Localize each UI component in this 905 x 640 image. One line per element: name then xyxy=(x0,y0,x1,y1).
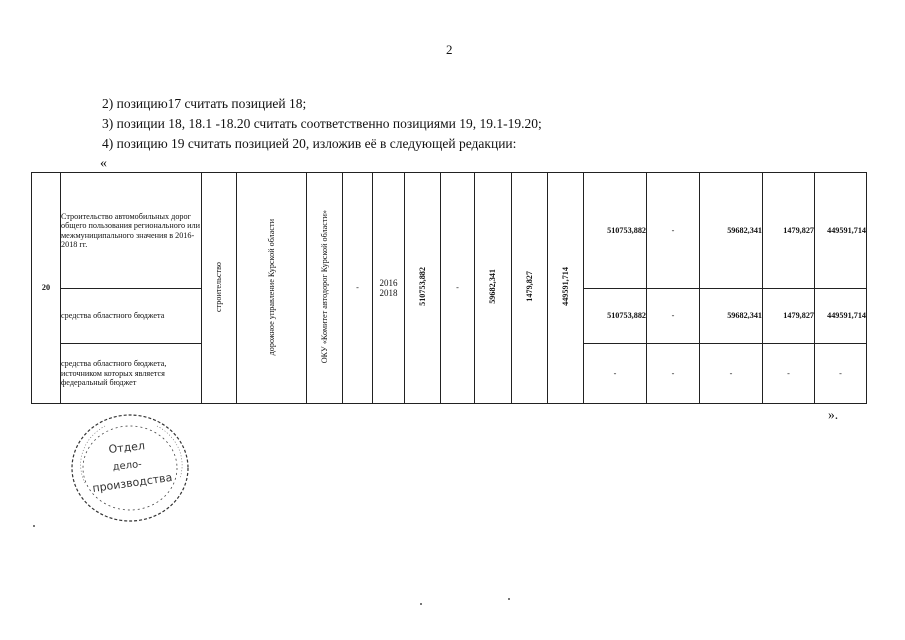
list-item-4: 4) позицию 19 считать позицией 20, изложив её в следующей редакции: xyxy=(102,136,517,151)
list-item-3: 3) позиции 18, 18.1 -18.20 считать соответственно позициями 19, 19.1-19.20; xyxy=(102,116,542,131)
dash-cell: - xyxy=(343,173,373,404)
value3-vertical-cell xyxy=(548,173,584,404)
value3-vertical: 449591,714 xyxy=(560,267,570,307)
value1-vertical: 59682,341 xyxy=(488,269,498,305)
row-name-regional: средства областного бюджета xyxy=(61,289,202,344)
row3-value3: - xyxy=(815,344,867,404)
row2-dash: - xyxy=(647,289,700,344)
svg-text:дело-: дело- xyxy=(112,458,143,473)
list-item-2: 2) позицию17 считать позицией 18; xyxy=(102,96,307,111)
closing-quote: ». xyxy=(828,407,839,422)
work-type: строительство xyxy=(214,261,224,312)
years-cell: 2016 2018 xyxy=(373,173,405,404)
row1-dash: - xyxy=(647,173,700,289)
svg-text:производства: производства xyxy=(91,470,174,495)
scan-speck xyxy=(508,598,510,600)
row-name-federal: средства областного бюджета, источником которых является федеральный бюджет xyxy=(61,344,202,404)
scan-speck xyxy=(33,525,35,527)
page-number: 2 xyxy=(446,42,453,57)
customer: дорожное управление Курской области xyxy=(266,218,276,355)
row1-total: 510753,882 xyxy=(584,173,647,289)
row1-value2: 1479,827 xyxy=(763,173,815,289)
value1-vertical-cell xyxy=(475,173,512,404)
row2-value3: 449591,714 xyxy=(815,289,867,344)
row2-value1: 59682,341 xyxy=(700,289,763,344)
row1-value3: 449591,714 xyxy=(815,173,867,289)
row3-total: - xyxy=(584,344,647,404)
row-name-main: Строительство автомобильных дорог общего пользования регионального или межмуниципального значения в 2016-2018 гг. xyxy=(61,173,202,289)
value2-vertical: 1479,827 xyxy=(524,271,534,303)
row3-value1: - xyxy=(700,344,763,404)
row2-total: 510753,882 xyxy=(584,289,647,344)
position-table xyxy=(31,172,867,404)
work-type-cell xyxy=(202,173,237,404)
row3-value2: - xyxy=(763,344,815,404)
executor: ОКУ «Комитет автодорог Курской области» xyxy=(319,210,329,364)
row3-dash: - xyxy=(647,344,700,404)
dash-vertical-cell: - xyxy=(441,173,475,404)
scan-speck xyxy=(420,603,422,605)
total-vertical: 510753,882 xyxy=(417,267,427,307)
value2-vertical-cell xyxy=(512,173,548,404)
svg-text:Отдел: Отдел xyxy=(107,439,146,456)
office-stamp xyxy=(65,408,195,528)
executor-cell xyxy=(307,173,343,404)
position-number: 20 xyxy=(32,173,61,404)
row2-value2: 1479,827 xyxy=(763,289,815,344)
customer-cell xyxy=(237,173,307,404)
opening-quote: « xyxy=(100,156,107,171)
row1-value1: 59682,341 xyxy=(700,173,763,289)
total-vertical-cell xyxy=(405,173,441,404)
